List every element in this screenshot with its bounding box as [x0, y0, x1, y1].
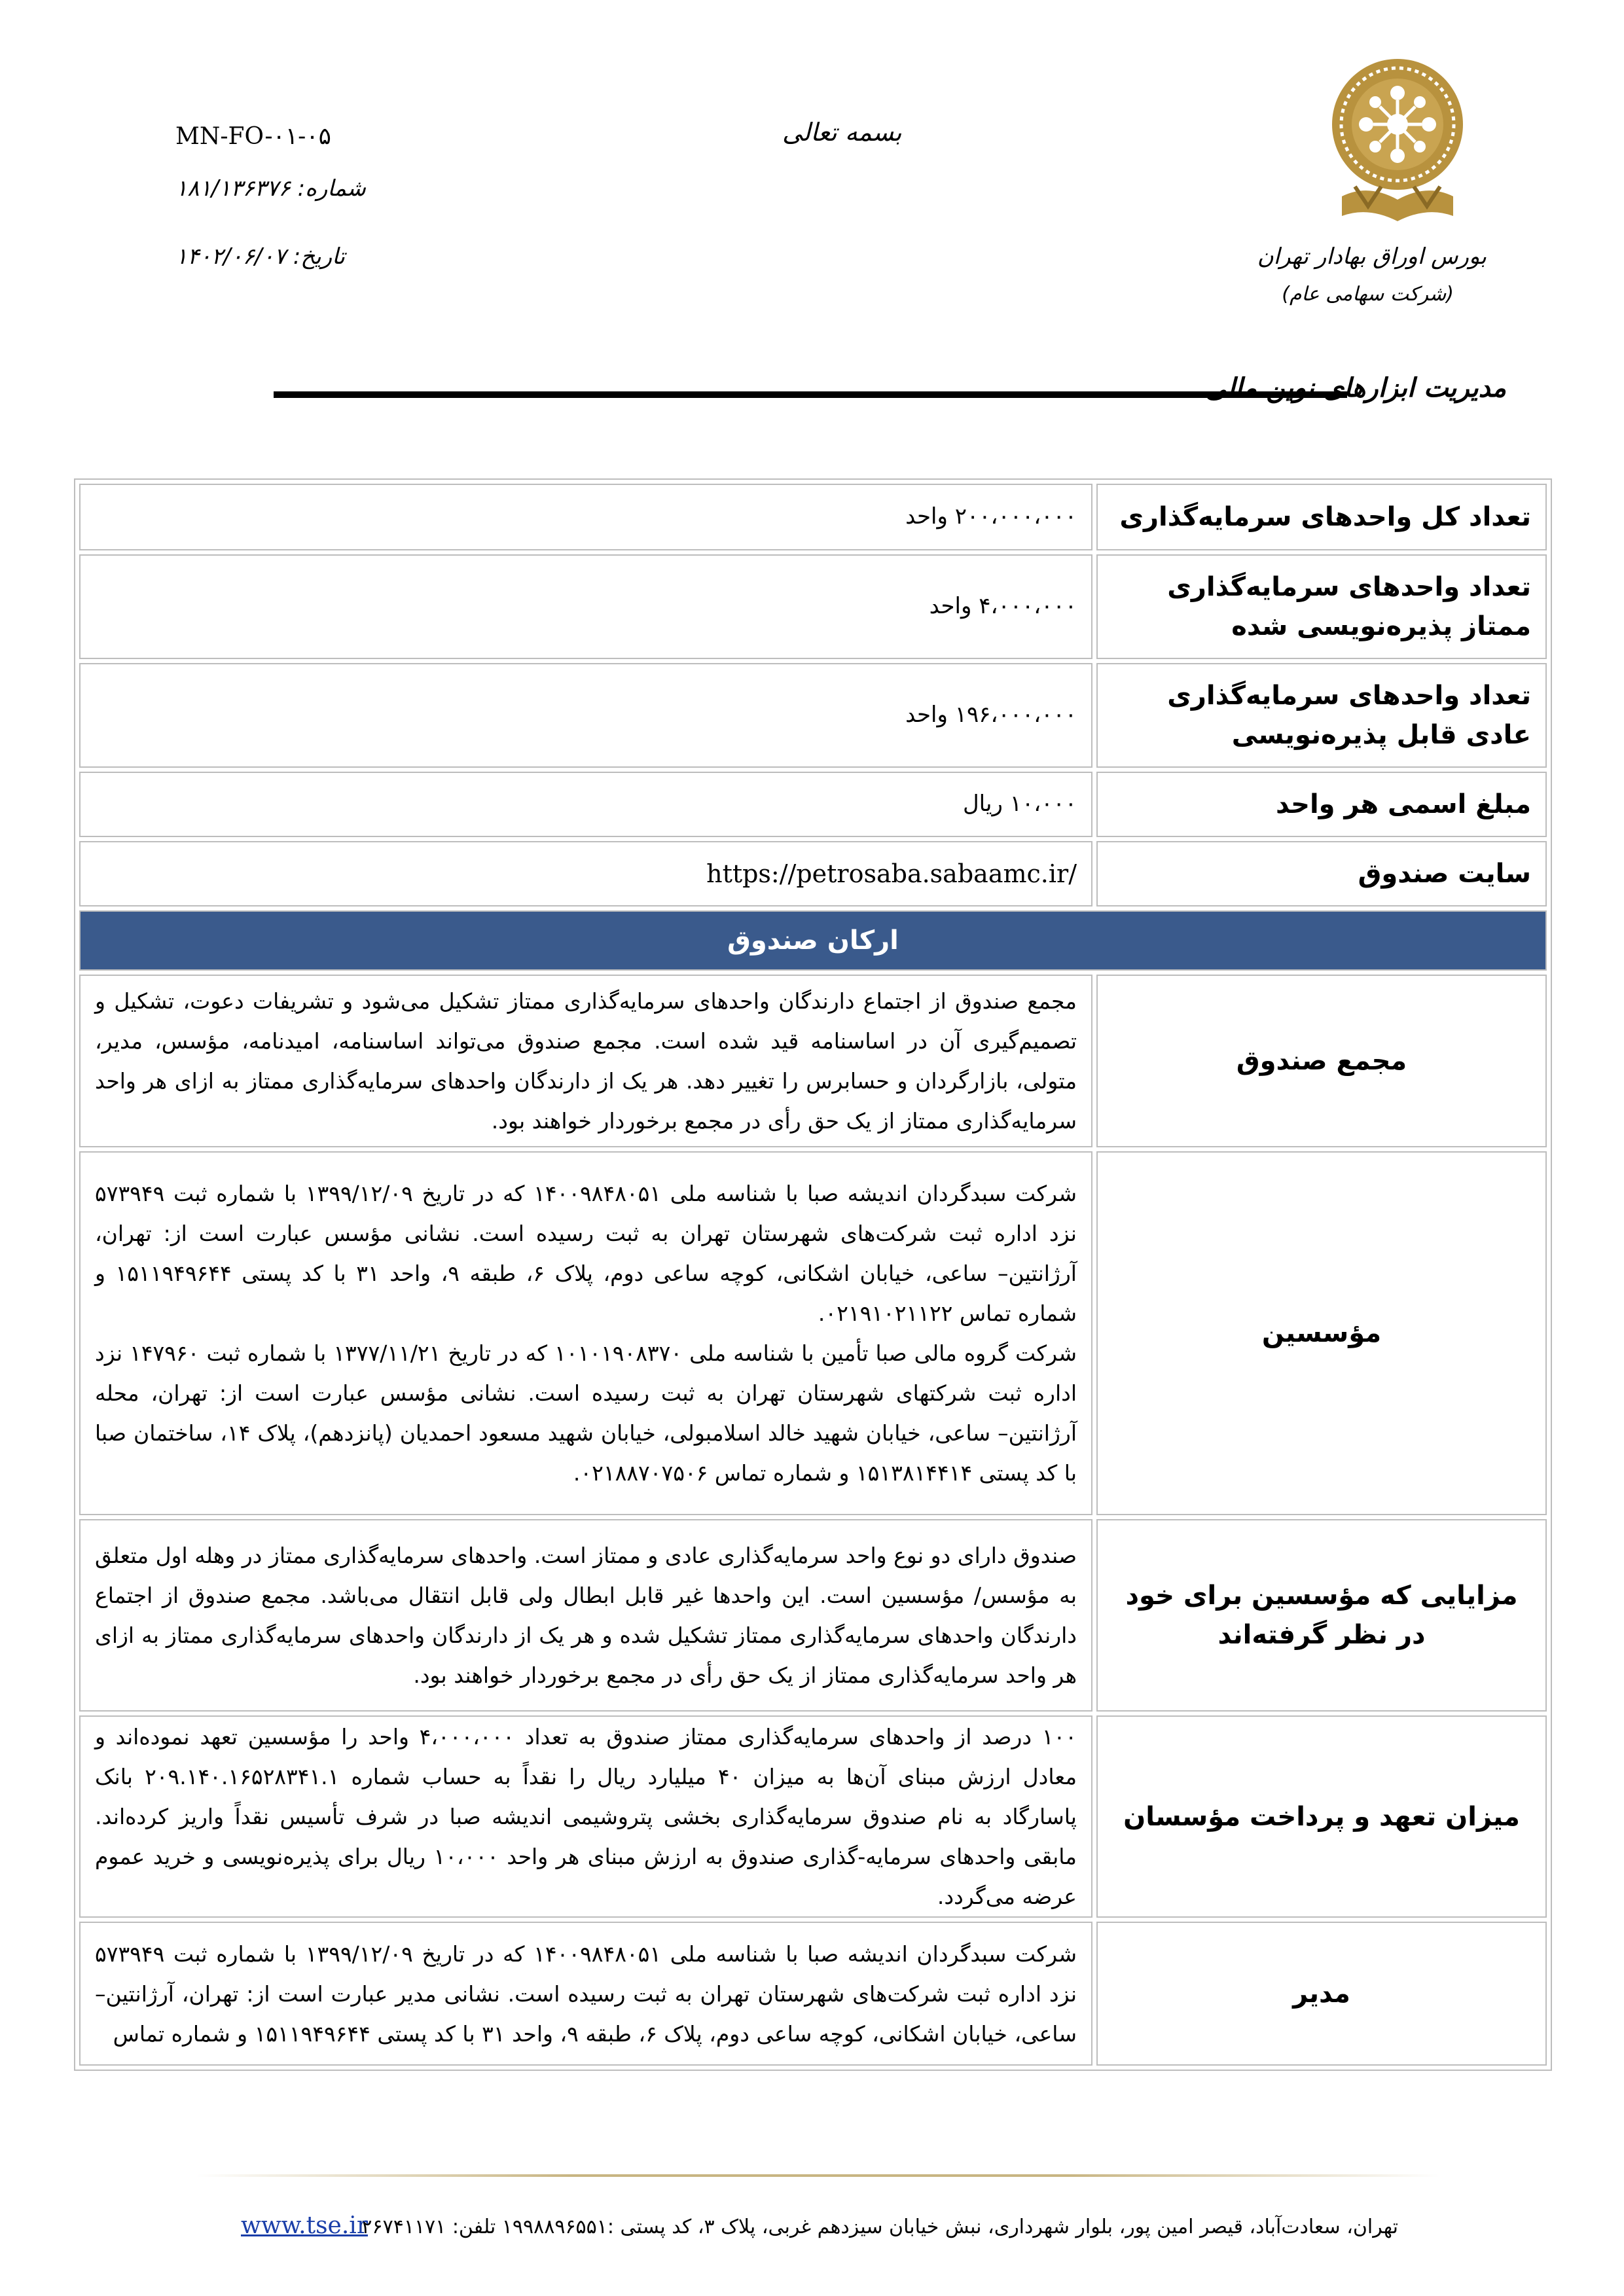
- row-label: مجمع صندوق: [1096, 975, 1547, 1147]
- org-type: (شرکت سهامی عام): [1282, 283, 1454, 306]
- fund-info-table: [74, 478, 1552, 2071]
- table-row: [79, 1715, 1547, 1918]
- row-label: مدیر: [1096, 1922, 1547, 2066]
- table-row: [79, 975, 1547, 1147]
- table-row: [79, 554, 1547, 659]
- row-text: صندوق دارای دو نوع واحد سرمایه‌گذاری عادی و ممتاز است. واحدهای سرمایه‌گذاری ممتاز در وهله اول متعلق به مؤسس/ مؤسسین است. این واحدها غیر قابل ابطال ولی قابل انتقال می‌باشد. مجمع صندوق از اجتماع دارندگان واحدهای سرمایه‌گذاری ممتاز تشکیل شده و هر یک از دارندگان واحدهای سرمایه‌گذاری ممتاز به ازای هر واحد سرمایه‌گذاری ممتاز از یک حق رأی در مجمع برخوردار خواهند بود.: [79, 1519, 1092, 1712]
- row-label: مزایایی که مؤسسین برای خود در نظر گرفته‌اند: [1096, 1519, 1547, 1712]
- row-text: مجمع صندوق از اجتماع دارندگان واحدهای سرمایه‌گذاری ممتاز تشکیل می‌شود و تشریفات دعوت، تشکیل و تصمیم‌گیری آن در اساسنامه قید شده است. مجمع صندوق می‌تواند اساسنامه، امیدنامه، مؤسس، مدیر، متولی، بازارگردان و حسابرس را تغییر دهد. هر یک از دارندگان واحدهای سرمایه‌گذاری ممتاز به ازای هر واحد سرمایه‌گذاری ممتاز از یک حق رأی در مجمع برخوردار خواهند بود.: [79, 975, 1092, 1147]
- footer-divider: [196, 2174, 1440, 2177]
- footer-website-link[interactable]: www.tse.ir: [241, 2212, 369, 2239]
- footer-address: تهران، سعادت‌آباد، قیصر امین پور، بلوار شهرداری، نبش خیابان سیزدهم غربی، پلاک ۳، کد پستی :۱۹۹۸۸۹۶۵۵۱ تلفن: ۲۶۷۴۱۱۷۱: [361, 2215, 1398, 2238]
- table-row: [79, 1151, 1547, 1515]
- row-label: تعداد کل واحدهای سرمایه‌گذاری: [1096, 484, 1547, 550]
- letter-number: شماره: ۱۸۱/۱۳۶۳۷۶: [175, 175, 366, 202]
- row-label: مؤسسین: [1096, 1151, 1547, 1515]
- tse-logo-icon: [1329, 52, 1466, 229]
- section-header-row: [79, 910, 1547, 971]
- table-row: [79, 772, 1547, 837]
- row-label: سایت صندوق: [1096, 841, 1547, 906]
- row-label: مبلغ اسمی هر واحد: [1096, 772, 1547, 837]
- row-label: تعداد واحدهای سرمایه‌گذاری ممتاز پذیره‌نویسی شده: [1096, 554, 1547, 659]
- founder-1-text: شرکت سبدگردان اندیشه صبا با شناسه ملی ۱۴۰۰۹۸۴۸۰۵۱ که در تاریخ ۱۳۹۹/۱۲/۰۹ با شماره ثبت ۵۷۳۹۴۹ نزد اداره ثبت شرکت‌های شهرستان تهران به ثبت رسیده است. نشانی مؤسس عبارت است از: تهران، آرژانتین– ساعی، خیابان اشکانی، کوچه ساعی دوم، پلاک ۶، طبقه ۹، واحد ۳۱ با کد پستی ۱۵۱۱۹۴۹۶۴۴ و شماره تماس ۰۲۱۹۱۰۲۱۱۲۲.: [95, 1180, 1077, 1326]
- department-title: مدیریت ابزارهای نوین مالی: [1205, 373, 1506, 403]
- row-text: [79, 1151, 1092, 1515]
- table-row: [79, 1922, 1547, 2066]
- form-code: MN-FO-۰۱-۰۵: [175, 123, 332, 150]
- table-row: [79, 663, 1547, 768]
- letter-date: تاریخ: ۱۴۰۲/۰۶/۰۷: [175, 243, 345, 270]
- basmala: بسمه تعالی: [782, 118, 902, 147]
- row-value: ۲۰۰،۰۰۰،۰۰۰ واحد: [79, 484, 1092, 550]
- header-divider: [274, 391, 1347, 398]
- row-text: شرکت سبدگردان اندیشه صبا با شناسه ملی ۱۴۰۰۹۸۴۸۰۵۱ که در تاریخ ۱۳۹۹/۱۲/۰۹ با شماره ثبت ۵۷۳۹۴۹ نزد اداره ثبت شرکت‌های شهرستان تهران به ثبت رسیده است. نشانی مدیر عبارت است از: تهران، آرژانتین– ساعی، خیابان اشکانی، کوچه ساعی دوم، پلاک ۶، طبقه ۹، واحد ۳۱ با کد پستی ۱۵۱۱۹۴۹۶۴۴ و شماره تماس: [79, 1922, 1092, 2066]
- fund-website-link[interactable]: https://petrosaba.sabaamc.ir/: [79, 841, 1092, 906]
- row-label: میزان تعهد و پرداخت مؤسسان: [1096, 1715, 1547, 1918]
- table-row: [79, 1519, 1547, 1712]
- row-value: ۴،۰۰۰،۰۰۰ واحد: [79, 554, 1092, 659]
- row-value: ۱۹۶،۰۰۰،۰۰۰ واحد: [79, 663, 1092, 768]
- section-title: ارکان صندوق: [79, 910, 1547, 971]
- org-name: بورس اوراق بهادار تهران: [1257, 243, 1487, 270]
- table-row: [79, 484, 1547, 550]
- row-value: ۱۰،۰۰۰ ریال: [79, 772, 1092, 837]
- row-text: ۱۰۰ درصد از واحدهای سرمایه‌گذاری ممتاز صندوق به تعداد ۴،۰۰۰،۰۰۰ واحد را مؤسسین تعهد نموده‌اند و معادل ارزش مبنای آن‌ها به میزان ۴۰ میلیارد ریال را نقداً به حساب شماره ۲۰۹.۱۴۰.۱۶۵۲۸۳۴۱.۱ بانک پاسارگاد به نام صندوق سرمایه‌گذاری بخشی پتروشیمی اندیشه صبا در شرف تأسیس نقداً واریز کرده‌اند. مابقی واحدهای سرمایه-گذاری صندوق به ارزش مبنای هر واحد ۱۰،۰۰۰ ریال برای پذیره‌نویسی و خرید عموم عرضه می‌گردد.: [79, 1715, 1092, 1918]
- founder-2-text: شرکت گروه مالی صبا تأمین با شناسه ملی ۱۰۱۰۱۹۰۸۳۷۰ که در تاریخ ۱۳۷۷/۱۱/۲۱ با شماره ثبت ۱۴۷۹۶۰ نزد اداره ثبت شرکتهای شهرستان تهران به ثبت رسیده است. نشانی مؤسس عبارت است از: تهران، محله آرژانتین– ساعی، خیابان شهید خالد اسلامبولی، خیابان شهید مسعود احمدیان (پانزدهم)، پلاک ۱۴، ساختمان صبا با کد پستی ۱۵۱۳۸۱۴۴۱۴ و شماره تماس ۰۲۱۸۸۷۰۷۵۰۶.: [95, 1340, 1077, 1486]
- table-row: [79, 841, 1547, 906]
- row-label: تعداد واحدهای سرمایه‌گذاری عادی قابل پذیره‌نویسی: [1096, 663, 1547, 768]
